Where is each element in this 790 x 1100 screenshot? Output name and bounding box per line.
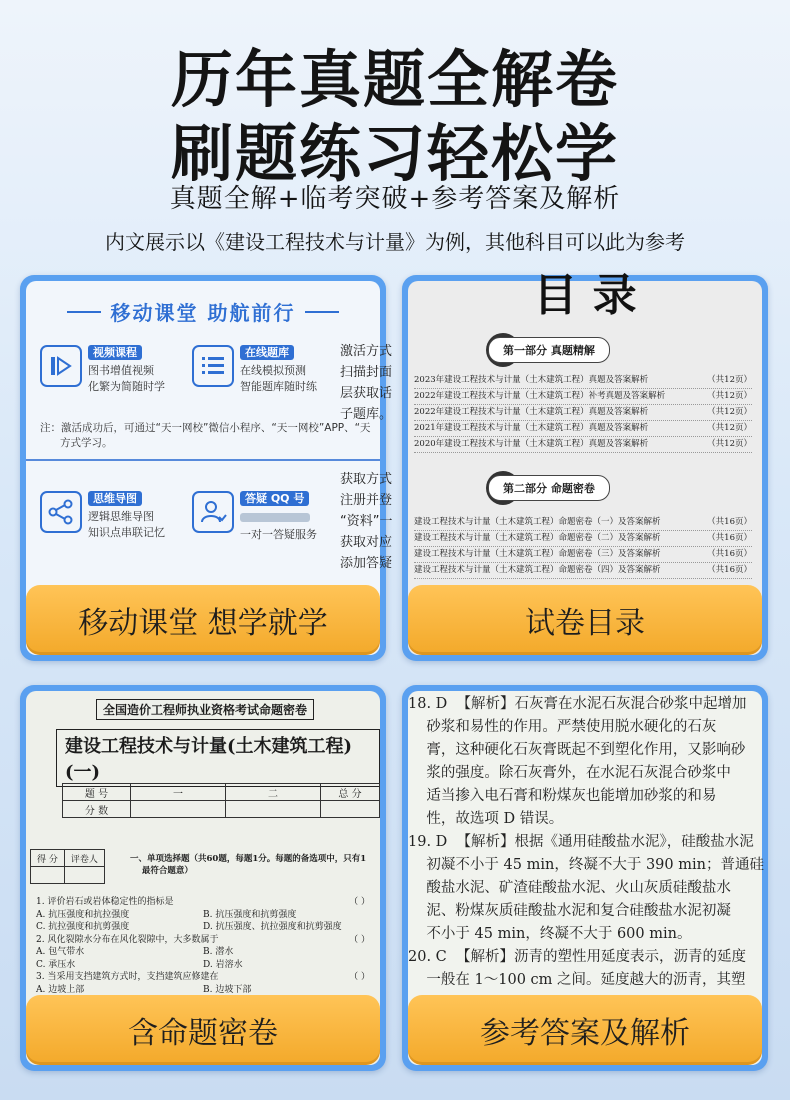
toc-part2: 第二部分 命题密卷 <box>488 475 610 501</box>
card1-heading <box>26 297 380 326</box>
toc-row <box>414 547 752 563</box>
grader-cell: 评卷人 <box>64 850 104 867</box>
toc-pages: （共16页） <box>707 565 752 575</box>
question-text: C. 抗拉强度和抗剪强度 <box>36 922 130 932</box>
feature-tag: 答疑 QQ 号 <box>240 491 309 506</box>
divider <box>26 459 380 461</box>
answer-line: 膏，这种硬化石灰膏既起不到塑化作用，又影响砂 <box>408 742 746 758</box>
toc-list-2 <box>414 515 752 579</box>
toc-entry: 建设工程技术与计量（土木建筑工程）命题密卷（三）及答案解析 <box>414 549 661 559</box>
question-row <box>36 909 370 922</box>
card-mobile-class <box>20 275 393 661</box>
toc-entry: 2022年建设工程技术与计量（土木建筑工程）补考真题及答案解析 <box>414 391 666 401</box>
headline-2: 刷题练习轻松学 <box>170 117 619 190</box>
question-row <box>36 934 370 947</box>
question-text: B. 潜水 <box>203 947 234 957</box>
toc-pages: （共16页） <box>707 549 752 559</box>
video-icon <box>40 345 82 387</box>
question-text: A. 抗压强度和抗拉强度 <box>36 909 130 920</box>
feature-text: 一对一答疑服务 <box>240 528 317 541</box>
feature-tag: 在线题库 <box>240 345 294 360</box>
feature-tag: 思维导图 <box>88 491 142 506</box>
user-icon <box>192 491 234 533</box>
toc-row <box>414 563 752 579</box>
toc-entry: 2021年建设工程技术与计量（土木建筑工程）真题及答案解析 <box>414 423 649 433</box>
question-row <box>36 896 370 909</box>
answer-line: 适当掺入电石膏和粉煤灰也能增加砂浆的和易 <box>408 788 717 804</box>
feature-text: 在线模拟预测 智能题库随时练 <box>240 364 317 393</box>
note-line: 内文展示以《建设工程技术与计量》为例，其他科目可以此为参考 <box>105 230 685 254</box>
answer-line: 一般在 1～100 cm 之间。延度越大的沥青，其塑 <box>408 972 746 988</box>
grader-table <box>30 849 105 884</box>
feature-text: 图书增值视频 化繁为简随时学 <box>88 364 165 393</box>
question-row <box>36 971 370 984</box>
toc-pages: （共12页） <box>707 391 752 401</box>
answer-line: 砂浆和易性的作用。严禁使用脱水硬化的石灰 <box>408 719 717 735</box>
answer-line: 19. D 【解析】根据《通用硅酸盐水泥》，硅酸盐水泥 <box>408 834 754 850</box>
section-heading: 一、单项选择题（共60题，每题1分。每题的备选项中，只有1 最符合题意） <box>130 854 367 876</box>
feature-question-bank <box>192 345 342 393</box>
toc-pages: （共12页） <box>707 439 752 449</box>
answer-line: 泥、粉煤灰质硅酸盐水泥和复合硅酸盐水泥初凝 <box>408 903 731 919</box>
question-text: 3. 当采用支挡建筑方式时，支挡建筑应修建在 <box>36 972 219 982</box>
feature-text: 逻辑思维导图 知识点串联记忆 <box>88 510 165 539</box>
blurred-number <box>240 509 310 525</box>
card-label: 试卷目录 <box>408 585 762 655</box>
answer-line: 性，故选项 D 错误。 <box>408 811 564 827</box>
toc-entry: 建设工程技术与计量（土木建筑工程）命题密卷（一）及答案解析 <box>414 517 661 527</box>
score-cell: 题 号 <box>63 784 131 801</box>
toc-entry: 建设工程技术与计量（土木建筑工程）命题密卷（二）及答案解析 <box>414 533 661 543</box>
score-table <box>62 783 380 818</box>
feature-mindmap <box>40 491 210 539</box>
question-row <box>36 946 370 959</box>
question-text: （ ） <box>349 972 370 982</box>
card-label: 移动课堂 想学就学 <box>26 585 380 655</box>
question-text: D. 岩溶水 <box>203 959 243 970</box>
exam-header: 全国造价工程师执业资格考试命题密卷 <box>96 699 314 720</box>
divider <box>67 311 101 313</box>
toc-row <box>414 389 752 405</box>
answer-line: 18. D 【解析】石灰膏在水泥石灰混合砂浆中起增加 <box>408 696 747 712</box>
toc-row <box>414 515 752 531</box>
score-cell <box>321 801 380 818</box>
share-icon <box>40 491 82 533</box>
answer-line: 20. C 【解析】沥青的塑性用延度表示，沥青的延度 <box>408 949 746 965</box>
feature-video <box>40 345 210 393</box>
question-text: A. 边坡上部 <box>36 984 85 995</box>
question-row <box>36 921 370 934</box>
activation-text: 激活方式 扫描封面 层获取话 子题库。 <box>340 344 393 422</box>
question-text: B. 抗压强度和抗剪强度 <box>203 909 297 920</box>
toc-part1: 第一部分 真题精解 <box>488 337 610 363</box>
toc-row <box>414 405 752 421</box>
question-text: （ ） <box>349 897 370 907</box>
toc-row <box>414 437 752 453</box>
list-icon <box>192 345 234 387</box>
divider <box>305 311 339 313</box>
answer-line: 不小于 45 min，终凝不大于 600 min。 <box>408 926 692 942</box>
score-cell: 二 <box>226 784 321 801</box>
toc-row <box>414 531 752 547</box>
answer-text <box>408 693 764 992</box>
toc-pages: （共16页） <box>707 517 752 527</box>
toc-pages: （共16页） <box>707 533 752 543</box>
answer-line: 初凝不小于 45 min，终凝不大于 390 min；普通硅 <box>408 857 764 873</box>
score-cell <box>131 801 226 818</box>
card1-note: 注：激活成功后，可通过“天一网校”微信小程序、“天一网校”APP、“天 方式学习。 <box>40 422 371 449</box>
question-text: D. 抗压强度、抗拉强度和抗剪强度 <box>203 922 342 932</box>
toc-pages: （共12页） <box>707 407 752 417</box>
answer-line: 浆的强度。除石灰膏外，在水泥石灰混合砂浆中 <box>408 765 731 781</box>
card-label: 含命题密卷 <box>26 995 380 1065</box>
toc-entry: 2022年建设工程技术与计量（土木建筑工程）真题及答案解析 <box>414 407 649 417</box>
toc-pages: （共12页） <box>707 375 752 385</box>
card-toc <box>402 270 768 661</box>
score-cell: 一 <box>131 784 226 801</box>
subtitle: 真题全解+临考突破+参考答案及解析 <box>169 184 621 214</box>
card-mock-exam <box>20 685 386 1071</box>
answer-line: 酸盐水泥、矿渣硅酸盐水泥、火山灰质硅酸盐水 <box>408 880 731 896</box>
toc-title: 目 录 <box>533 270 637 321</box>
grader-cell: 得 分 <box>31 850 65 867</box>
score-cell: 分 数 <box>63 801 131 818</box>
toc-list-1 <box>414 373 752 453</box>
score-cell: 总 分 <box>321 784 380 801</box>
access-text: 获取方式 注册并登 “资料”一 获取对应 添加答疑 <box>340 472 393 571</box>
question-text: B. 边坡下部 <box>203 984 252 995</box>
question-row <box>36 959 370 972</box>
toc-entry: 2020年建设工程技术与计量（土木建筑工程）真题及答案解析 <box>414 439 649 449</box>
toc-entry: 2023年建设工程技术与计量（土木建筑工程）真题及答案解析 <box>414 375 649 385</box>
toc-pages: （共12页） <box>707 423 752 433</box>
card1-heading-text: 移动课堂 助航前行 <box>110 301 296 325</box>
toc-row <box>414 373 752 389</box>
question-text: A. 包气带水 <box>36 947 85 957</box>
question-text: 2. 风化裂隙水分布在风化裂隙中，大多数属于 <box>36 934 219 945</box>
question-text: 1. 评价岩石或岩体稳定性的指标是 <box>36 897 174 907</box>
score-cell <box>226 801 321 818</box>
feature-tag: 视频课程 <box>88 345 142 360</box>
card-answers <box>402 685 768 1071</box>
toc-entry: 建设工程技术与计量（土木建筑工程）命题密卷（四）及答案解析 <box>414 565 661 575</box>
question-list <box>36 896 370 996</box>
feature-qq <box>192 491 342 541</box>
toc-row <box>414 421 752 437</box>
exam-title: 建设工程技术与计量(土木建筑工程)(一) <box>56 729 380 787</box>
question-text: （ ） <box>349 934 370 945</box>
card-label: 参考答案及解析 <box>408 995 762 1065</box>
headline-1: 历年真题全解卷 <box>170 43 619 116</box>
question-text: C. 承压水 <box>36 959 76 970</box>
